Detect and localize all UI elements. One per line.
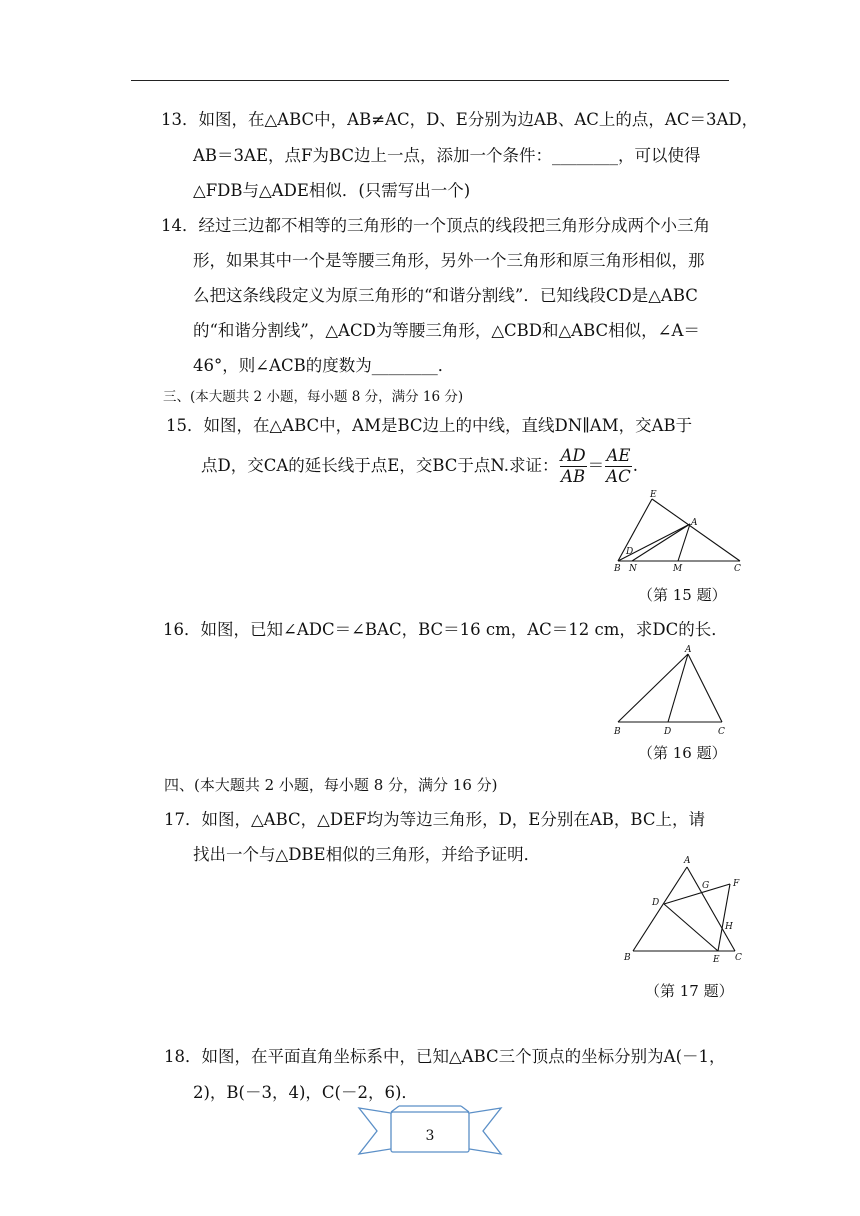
section-3-heading: 三、(本大题共 2 小题，每小题 8 分，满分 16 分) xyxy=(163,389,464,405)
q15-line1: 15．如图，在△ABC中，AM是BC边上的中线，直线DN∥AM，交AB于 xyxy=(166,416,693,435)
q14-line1: 14．经过三边都不相等的三角形的一个顶点的线段把三角形分成两个小三角 xyxy=(161,216,710,235)
label-N: N xyxy=(629,564,637,574)
caption-15: （第 15 题） xyxy=(638,586,727,604)
label-F: F xyxy=(733,879,740,889)
label-A: A xyxy=(691,518,698,528)
fraction-ad-ab xyxy=(560,446,587,487)
q16-line1: 16．如图，已知∠ADC＝∠BAC，BC＝16 cm，AC＝12 cm，求DC的长． xyxy=(163,620,728,639)
figure-16 xyxy=(612,642,737,738)
label-B: B xyxy=(614,564,621,574)
q18-line2: 2)，B(－3，4)，C(－2，6)． xyxy=(193,1083,418,1102)
q14-line3: 么把这条线段定义为原三角形的“和谐分割线”．已知线段CD是△ABC xyxy=(193,286,698,305)
label-D: D xyxy=(626,547,634,557)
equals-sign: ＝ xyxy=(587,456,605,475)
label-H: H xyxy=(725,922,733,932)
q15-line2-text: 点D，交CA的延长线于点E，交BC于点N.求证： xyxy=(201,456,559,475)
caption-17: （第 17 题） xyxy=(645,982,734,1000)
frac1-denominator: AB xyxy=(561,467,586,486)
period: . xyxy=(632,456,638,475)
label-D: D xyxy=(652,898,660,908)
frac1-numerator: AD xyxy=(560,446,586,465)
label-A: A xyxy=(685,645,692,655)
q14-line2: 形，如果其中一个是等腰三角形，另外一个三角形和原三角形相似，那 xyxy=(193,251,705,270)
label-C: C xyxy=(735,953,742,963)
q15-line2 xyxy=(201,446,638,487)
q13-line2: AB＝3AE，点F为BC边上一点，添加一个条件：________，可以使得 xyxy=(193,146,701,165)
q13-line1: 13．如图，在△ABC中，AB≠AC，D、E分别为边AB、AC上的点，AC＝3AD， xyxy=(161,110,759,129)
figure-15 xyxy=(612,488,747,576)
label-A: A xyxy=(684,856,691,866)
label-B: B xyxy=(614,727,621,737)
section-4-heading: 四、(本大题共 2 小题，每小题 8 分，满分 16 分) xyxy=(164,776,498,794)
label-G: G xyxy=(702,881,710,891)
label-E: E xyxy=(650,490,657,500)
label-C: C xyxy=(718,727,725,737)
fraction-ae-ac xyxy=(605,446,632,487)
q18-line1: 18．如图，在平面直角坐标系中，已知△ABC三个顶点的坐标分别为A(－1， xyxy=(164,1047,726,1066)
q17-line2: 找出一个与△DBE相似的三角形，并给予证明． xyxy=(193,845,541,864)
q14-line4: 的“和谐分割线”，△ACD为等腰三角形，△CBD和△ABC相似，∠A＝ xyxy=(193,321,700,340)
label-D: D xyxy=(664,727,672,737)
q17-line1: 17．如图，△ABC，△DEF均为等边三角形，D，E分别在AB，BC上，请 xyxy=(164,810,705,829)
frac2-denominator: AC xyxy=(606,467,631,486)
page-number: 3 xyxy=(425,1128,435,1144)
header-rule xyxy=(131,80,729,81)
frac2-numerator: AE xyxy=(606,446,631,465)
label-B: B xyxy=(624,953,631,963)
caption-16: （第 16 题） xyxy=(638,744,727,762)
q14-line5: 46°，则∠ACB的度数为________． xyxy=(193,356,455,375)
figure-17 xyxy=(618,850,748,968)
label-M: M xyxy=(673,564,683,574)
q13-line3: △FDB与△ADE相似．(只需写出一个) xyxy=(193,181,471,200)
label-E: E xyxy=(713,955,720,965)
label-C: C xyxy=(734,564,741,574)
